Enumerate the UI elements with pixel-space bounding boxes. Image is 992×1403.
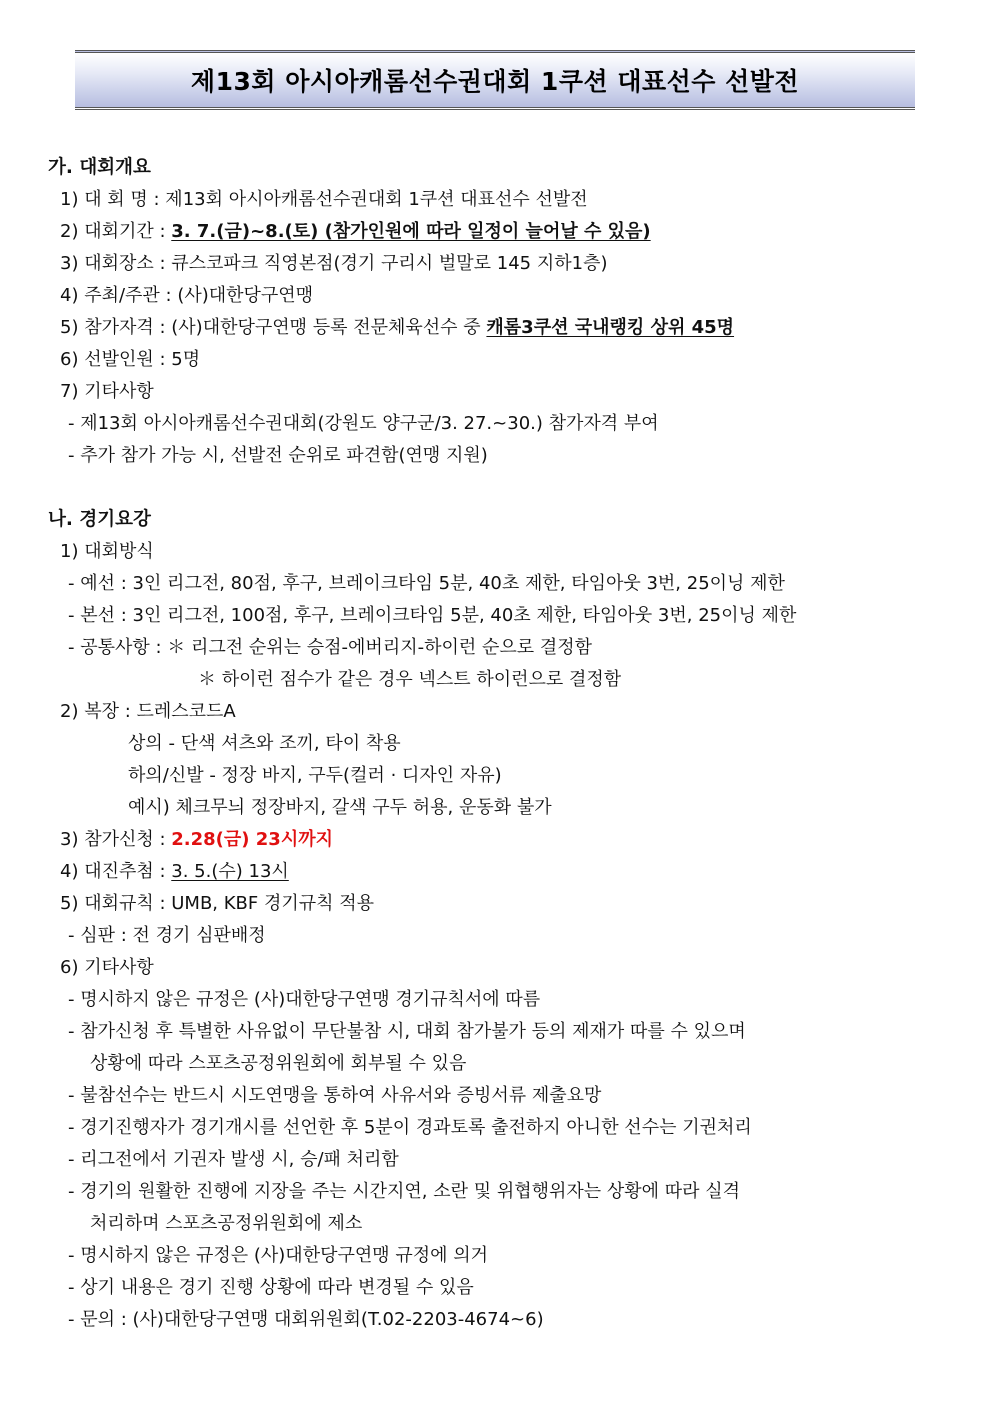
draw-date: 3. 5.(수) 13시 [171, 861, 289, 882]
registration-label: 3) 참가신청 : [60, 829, 172, 850]
misc-item: - 불참선수는 반드시 시도연맹을 통하여 사유서와 증빙서류 제출요망 [68, 1085, 602, 1106]
eligibility-value: 캐롬3쿠션 국내랭킹 상위 45명 [486, 317, 735, 338]
format-item: - 본선 : 3인 리그전, 100점, 후구, 브레이크타임 5분, 40초 제한, 타임아웃 3번, 25이닝 제한 [68, 605, 797, 626]
draw [60, 860, 289, 884]
event-host: 4) 주최/주관 : (사)대한당구연맹 [60, 285, 314, 306]
format-item: - 예선 : 3인 리그전, 80점, 후구, 브레이크타임 5분, 40초 제한, 타임아웃 3번, 25이닝 제한 [68, 573, 785, 594]
misc-item: - 제13회 아시아캐롬선수권대회(강원도 양구군/3. 27.~30.) 참가자격 부여 [68, 413, 659, 434]
draw-label: 4) 대진추첨 : [60, 861, 172, 882]
registration [60, 828, 333, 852]
dress-code-heading: 2) 복장 : 드레스코드A [60, 701, 236, 722]
dress-code-item: 예시) 체크무늬 정장바지, 갈색 구두 허용, 운동화 불가 [128, 797, 552, 818]
dress-code-item: 하의/신발 - 정장 바지, 구두(컬러 · 디자인 자유) [128, 765, 502, 786]
misc-item: - 참가신청 후 특별한 사유없이 무단불참 시, 대회 참가불가 등의 제재가 따를 수 있으며 [68, 1021, 746, 1042]
misc-item: - 명시하지 않은 규정은 (사)대한당구연맹 경기규칙서에 따름 [68, 989, 541, 1010]
selection-count: 6) 선발인원 : 5명 [60, 349, 201, 370]
registration-deadline: 2.28(금) 23시까지 [171, 829, 333, 850]
event-period-label: 2) 대회기간 : [60, 221, 172, 242]
misc-item: - 경기진행자가 경기개시를 선언한 후 5분이 경과토록 출전하지 아니한 선수는 기권처리 [68, 1117, 752, 1138]
rules-applied: 5) 대회규칙 : UMB, KBF 경기규칙 적용 [60, 893, 375, 914]
misc-item: - 상기 내용은 경기 진행 상황에 따라 변경될 수 있음 [68, 1277, 474, 1298]
section-heading: 가. 대회개요 [48, 157, 151, 178]
dress-code-item: 상의 - 단색 셔츠와 조끼, 타이 착용 [128, 733, 401, 754]
misc-item: - 명시하지 않은 규정은 (사)대한당구연맹 규정에 의거 [68, 1245, 489, 1266]
misc-heading: 6) 기타사항 [60, 957, 154, 978]
event-name: 1) 대 회 명 : 제13회 아시아캐롬선수권대회 1쿠션 대표선수 선발전 [60, 189, 588, 210]
misc-item: - 경기의 원활한 진행에 지장을 주는 시간지연, 소란 및 위협행위자는 상황에 따라 실격 [68, 1181, 741, 1202]
misc-item: - 리그전에서 기권자 발생 시, 승/패 처리함 [68, 1149, 399, 1170]
contact-info: - 문의 : (사)대한당구연맹 대회위원회(T.02-2203-4674~6) [68, 1309, 544, 1330]
misc-item-continued: 처리하며 스포츠공정위원회에 제소 [90, 1213, 363, 1234]
referee-item: - 심판 : 전 경기 심판배정 [68, 925, 266, 946]
format-heading: 1) 대회방식 [60, 541, 154, 562]
event-period-value: 3. 7.(금)~8.(토) (참가인원에 따라 일정이 늘어날 수 있음) [171, 221, 651, 242]
event-venue: 3) 대회장소 : 큐스코파크 직영본점(경기 구리시 벌말로 145 지하1층) [60, 253, 608, 274]
format-item: - 공통사항 : ＊ 리그전 순위는 승점-에버리지-하이런 순으로 결정함 [68, 637, 593, 658]
misc-item-continued: 상황에 따라 스포츠공정위원회에 회부될 수 있음 [90, 1053, 467, 1074]
section-heading: 나. 경기요강 [48, 509, 151, 530]
format-item: ＊ 하이런 점수가 같은 경우 넥스트 하이런으로 결정함 [198, 669, 622, 690]
eligibility-label: 5) 참가자격 : (사)대한당구연맹 등록 전문체육선수 중 [60, 317, 487, 338]
misc-heading: 7) 기타사항 [60, 381, 154, 402]
misc-item: - 추가 참가 가능 시, 선발전 순위로 파견함(연맹 지원) [68, 445, 488, 466]
page-title: 제13회 아시아캐롬선수권대회 1쿠션 대표선수 선발전 [190, 67, 800, 96]
title-banner [75, 50, 915, 110]
event-period [60, 220, 651, 244]
eligibility [60, 316, 734, 340]
